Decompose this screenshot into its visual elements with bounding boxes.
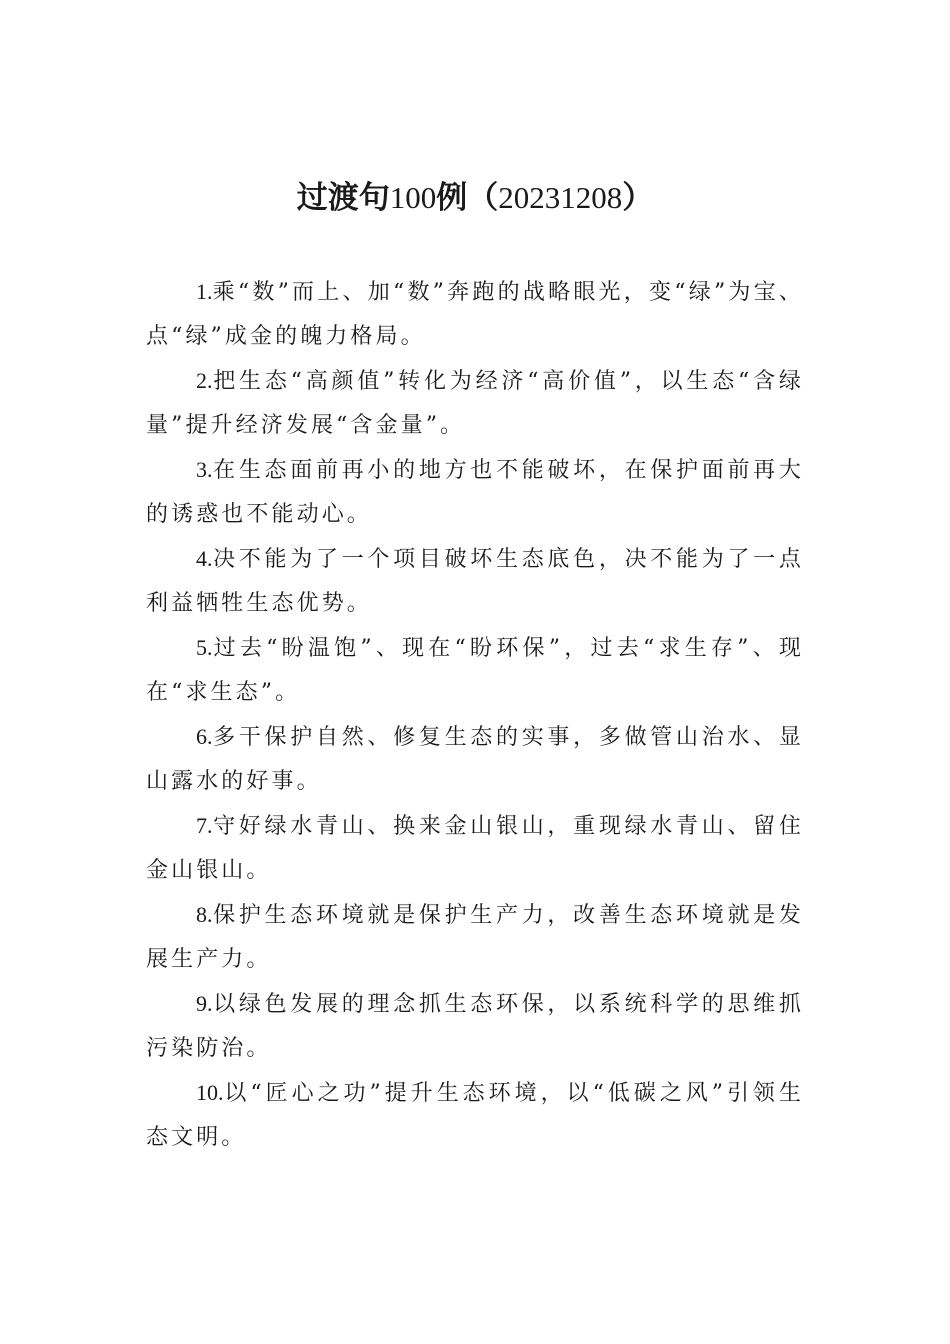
item-number: 8. <box>196 902 213 927</box>
list-item <box>146 270 804 359</box>
list-item <box>146 804 804 893</box>
list-item <box>146 982 804 1071</box>
item-number: 4. <box>196 546 213 571</box>
list-item <box>146 537 804 626</box>
list-item <box>146 448 804 537</box>
item-number: 10. <box>196 1080 224 1105</box>
title-text: 过渡句 <box>296 180 390 216</box>
item-number: 3. <box>196 457 213 482</box>
item-text: 守好绿水青山、换来金山银山，重现绿水青山、留住金山银山。 <box>146 814 804 883</box>
item-number: 7. <box>196 813 213 838</box>
title-rest: 例（ <box>436 180 499 216</box>
list-item <box>146 626 804 715</box>
item-text: 在生态面前再小的地方也不能破坏，在保护面前再大的诱惑也不能动心。 <box>146 458 804 527</box>
item-number: 2. <box>196 368 213 393</box>
item-text: 决不能为了一个项目破坏生态底色，决不能为了一点利益牺牲生态优势。 <box>146 547 804 616</box>
item-text: 把生态“高颜值”转化为经济“高价值”，以生态“含绿量”提升经济发展“含金量”。 <box>146 369 804 438</box>
item-text: 以绿色发展的理念抓生态环保，以系统科学的思维抓污染防治。 <box>146 992 804 1061</box>
title-number: 100 <box>389 180 437 215</box>
item-text: 以“匠心之功”提升生态环境，以“低碳之风”引领生态文明。 <box>146 1081 804 1150</box>
item-text: 过去“盼温饱”、现在“盼环保”，过去“求生存”、现在“求生态”。 <box>146 636 804 705</box>
document-title <box>0 172 950 224</box>
item-text: 乘“数”而上、加“数”奔跑的战略眼光，变“绿”为宝、点“绿”成金的魄力格局。 <box>146 280 804 349</box>
item-number: 6. <box>196 724 213 749</box>
list-item <box>146 893 804 982</box>
list-item <box>146 359 804 448</box>
item-number: 1. <box>196 279 213 304</box>
title-date: 20231208 <box>498 180 623 215</box>
item-text: 保护生态环境就是保护生产力，改善生态环境就是发展生产力。 <box>146 903 804 972</box>
list-item <box>146 1071 804 1160</box>
title-close: ） <box>622 180 654 216</box>
item-number: 9. <box>196 991 213 1016</box>
document-body <box>146 270 804 1160</box>
list-item <box>146 715 804 804</box>
item-number: 5. <box>196 635 213 660</box>
item-text: 多干保护自然、修复生态的实事，多做管山治水、显山露水的好事。 <box>146 725 804 794</box>
